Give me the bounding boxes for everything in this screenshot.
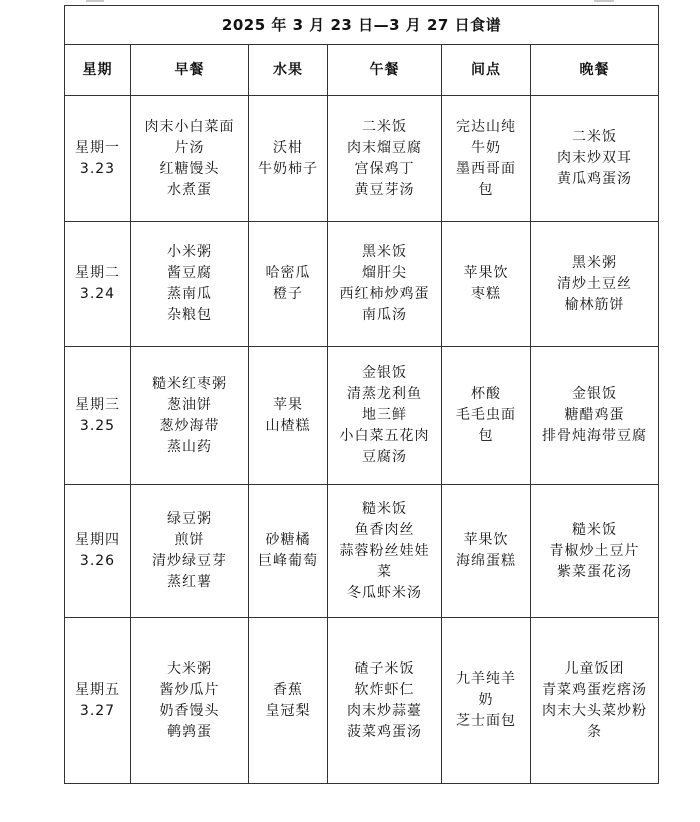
menu-item-line: 肉末炒双耳 <box>557 150 632 166</box>
menu-title: 2025 年 3 月 23 日—3 月 27 日食谱 <box>65 6 659 45</box>
menu-item-line: 片汤 <box>174 139 205 156</box>
weekday-cell <box>65 347 131 485</box>
fruit-cell <box>249 485 328 618</box>
header-row <box>65 45 659 96</box>
snack-cell <box>442 618 531 784</box>
menu-item-line: 奶香馒头 <box>159 702 220 719</box>
header-snack: 间点 <box>442 45 531 96</box>
menu-item-line: 包 <box>478 181 494 198</box>
menu-item-line: 青菜鸡蛋疙瘩汤 <box>542 681 647 698</box>
menu-item-line: 苹果 <box>273 396 303 413</box>
fruit-cell <box>249 96 328 222</box>
menu-item-line: 熘肝尖 <box>362 265 407 281</box>
weekday-cell <box>65 222 131 347</box>
fruit-cell <box>249 618 328 784</box>
menu-item-line: 酱豆腐 <box>167 265 212 281</box>
menu-item-line: 糖醋鸡蛋 <box>564 407 625 423</box>
header-fruit: 水果 <box>249 45 328 96</box>
menu-item-line: 香蕉 <box>273 681 303 698</box>
menu-item-line: 完达山纯 <box>456 118 516 135</box>
table-row <box>65 96 659 222</box>
menu-item-line: 地三鲜 <box>362 407 407 423</box>
menu-item-line: 酱炒瓜片 <box>159 681 220 698</box>
menu-item-line: 巨峰葡萄 <box>258 553 318 569</box>
menu-item-line: 芝士面包 <box>456 713 516 729</box>
menu-item-line: 蒸山药 <box>167 438 212 455</box>
menu-item-line: 二米饭 <box>572 129 617 145</box>
menu-item-line: 二米饭 <box>362 118 407 135</box>
menu-item-line: 苹果饮 <box>463 532 509 548</box>
menu-item-line: 青椒炒土豆片 <box>549 542 640 559</box>
date-label: 3.26 <box>79 553 116 569</box>
menu-item-line: 条 <box>587 723 602 740</box>
date-label: 3.27 <box>79 702 116 719</box>
menu-item-line: 枣糕 <box>471 286 501 302</box>
menu-item-line: 煎饼 <box>174 532 205 548</box>
menu-item-line: 南瓜汤 <box>362 307 407 323</box>
menu-item-line: 糙米红枣粥 <box>152 375 227 392</box>
menu-item-line: 蒜蓉粉丝娃娃 <box>339 542 430 559</box>
weekday-label: 星期二 <box>75 265 120 281</box>
weekly-menu-table <box>64 5 659 784</box>
menu-item-line: 牛奶柿子 <box>258 160 318 177</box>
weekday-label: 星期四 <box>75 532 120 548</box>
menu-item-line: 砂糖橘 <box>265 532 311 548</box>
dinner-cell <box>531 96 659 222</box>
menu-item-line: 红糖馒头 <box>159 160 220 177</box>
menu-item-line: 葱油饼 <box>167 396 212 413</box>
title-row <box>65 6 659 45</box>
table-row <box>65 485 659 618</box>
date-label: 3.25 <box>79 417 116 434</box>
breakfast-cell <box>131 618 249 784</box>
menu-item-line: 小白菜五花肉 <box>339 428 430 444</box>
menu-item-line: 蒸红薯 <box>167 574 212 590</box>
menu-item-line: 西红柿炒鸡蛋 <box>339 286 430 302</box>
menu-item-line: 糙米饭 <box>362 500 407 517</box>
menu-item-line: 金银饭 <box>362 365 407 381</box>
snack-cell <box>442 347 531 485</box>
weekday-label: 星期一 <box>75 139 120 156</box>
menu-item-line: 肉末炒蒜薹 <box>347 702 422 719</box>
menu-item-line: 杂粮包 <box>167 307 212 323</box>
table-row <box>65 347 659 485</box>
menu-item-line: 橙子 <box>273 286 303 302</box>
date-label: 3.23 <box>79 160 116 177</box>
dinner-cell <box>531 222 659 347</box>
date-label: 3.24 <box>79 286 116 302</box>
dinner-cell <box>531 347 659 485</box>
menu-item-line: 菜 <box>377 563 392 580</box>
menu-item-line: 碴子米饭 <box>354 660 415 677</box>
menu-item-line: 苹果饮 <box>463 265 509 281</box>
lunch-cell <box>328 618 442 784</box>
menu-item-line: 宫保鸡丁 <box>354 160 415 177</box>
weekday-label: 星期三 <box>75 396 120 413</box>
menu-item-line: 皇冠梨 <box>265 702 311 719</box>
menu-item-line: 山楂糕 <box>265 417 311 434</box>
menu-item-line: 鹌鹑蛋 <box>167 723 212 740</box>
menu-item-line: 黄瓜鸡蛋汤 <box>557 171 632 187</box>
table-row <box>65 222 659 347</box>
menu-item-line: 肉末小白菜面 <box>144 118 235 135</box>
menu-item-line: 软炸虾仁 <box>354 681 415 698</box>
table-row <box>65 618 659 784</box>
fruit-cell <box>249 222 328 347</box>
lunch-cell <box>328 96 442 222</box>
menu-item-line: 金银饭 <box>572 386 617 402</box>
menu-item-line: 大米粥 <box>167 660 212 677</box>
weekday-cell <box>65 618 131 784</box>
lunch-cell <box>328 222 442 347</box>
dinner-cell <box>531 485 659 618</box>
header-breakfast: 早餐 <box>131 45 249 96</box>
snack-cell <box>442 222 531 347</box>
weekday-cell <box>65 485 131 618</box>
menu-item-line: 蒸南瓜 <box>167 286 212 302</box>
menu-item-line: 紫菜蛋花汤 <box>557 563 632 580</box>
menu-item-line: 清蒸龙利鱼 <box>347 386 422 402</box>
fruit-cell <box>249 347 328 485</box>
menu-item-line: 冬瓜虾米汤 <box>347 584 422 601</box>
menu-item-line: 黄豆芽汤 <box>354 181 415 198</box>
breakfast-cell <box>131 96 249 222</box>
menu-item-line: 绿豆粥 <box>167 511 212 527</box>
menu-item-line: 海绵蛋糕 <box>456 553 516 569</box>
menu-item-line: 毛毛虫面 <box>456 407 516 423</box>
menu-item-line: 菠菜鸡蛋汤 <box>347 723 422 740</box>
menu-item-line: 葱炒海带 <box>159 417 220 434</box>
menu-item-line: 排骨炖海带豆腐 <box>542 428 647 444</box>
menu-item-line: 黑米粥 <box>572 254 617 271</box>
header-weekday: 星期 <box>65 45 131 96</box>
menu-item-line: 小米粥 <box>167 244 212 260</box>
menu-item-line: 杯酸 <box>471 386 501 402</box>
menu-item-line: 榆林筋饼 <box>564 296 625 313</box>
menu-item-line: 清炒绿豆芽 <box>152 553 227 569</box>
menu-item-line: 牛奶 <box>471 139 501 156</box>
menu-item-line: 九羊纯羊 <box>456 671 516 687</box>
menu-item-line: 肉末大头菜炒粉 <box>542 702 647 719</box>
menu-item-line: 儿童饭团 <box>564 660 625 677</box>
snack-cell <box>442 485 531 618</box>
weekday-cell <box>65 96 131 222</box>
menu-item-line: 哈密瓜 <box>265 265 311 281</box>
menu-item-line: 包 <box>478 428 494 444</box>
lunch-cell <box>328 485 442 618</box>
breakfast-cell <box>131 485 249 618</box>
header-lunch: 午餐 <box>328 45 442 96</box>
lunch-cell <box>328 347 442 485</box>
menu-item-line: 沃柑 <box>273 139 303 156</box>
menu-item-line: 水煮蛋 <box>167 181 212 198</box>
breakfast-cell <box>131 222 249 347</box>
dinner-cell <box>531 618 659 784</box>
menu-item-line: 豆腐汤 <box>362 449 407 465</box>
header-dinner: 晚餐 <box>531 45 659 96</box>
menu-item-line: 糙米饭 <box>572 521 617 538</box>
snack-cell <box>442 96 531 222</box>
menu-item-line: 黑米饭 <box>362 244 407 260</box>
menu-item-line: 肉末熘豆腐 <box>347 139 422 156</box>
menu-item-line: 清炒土豆丝 <box>557 275 632 292</box>
weekday-label: 星期五 <box>75 681 120 698</box>
menu-item-line: 鱼香肉丝 <box>354 521 415 538</box>
breakfast-cell <box>131 347 249 485</box>
menu-item-line: 墨西哥面 <box>456 160 516 177</box>
menu-item-line: 奶 <box>478 692 494 708</box>
